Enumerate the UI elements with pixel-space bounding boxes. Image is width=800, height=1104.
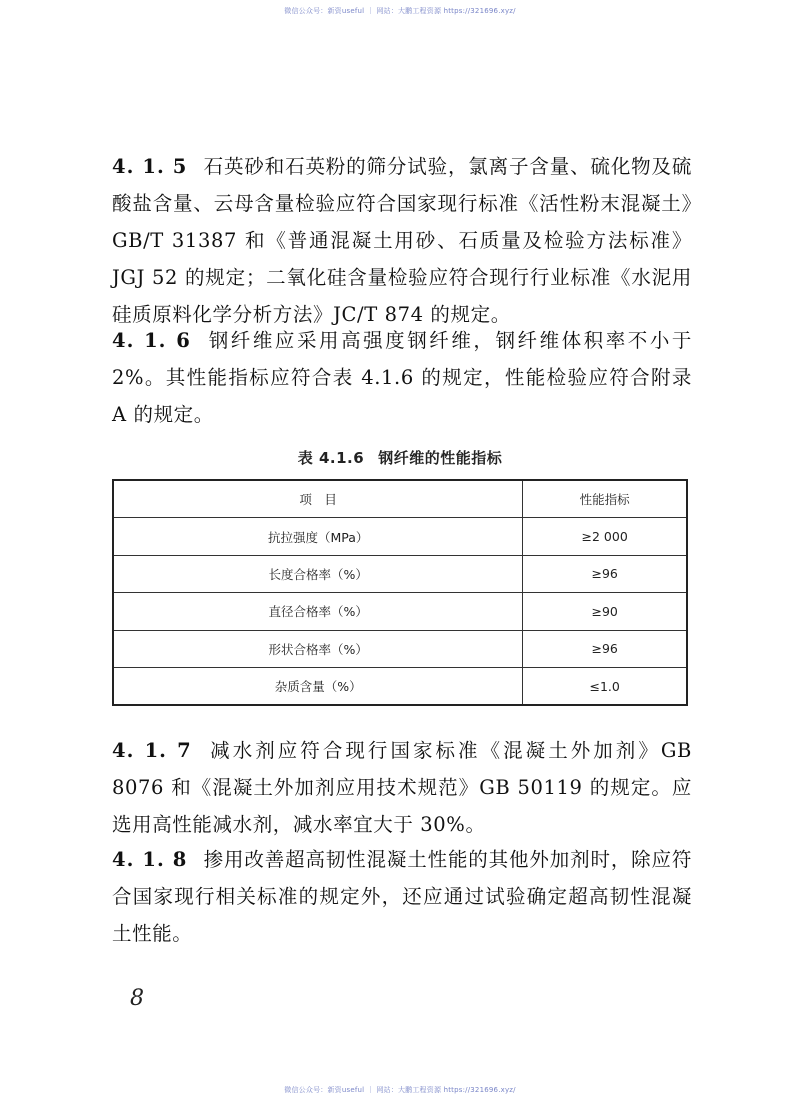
- row-value: ≥96: [523, 555, 687, 592]
- clause-number: 4. 1. 6: [112, 329, 191, 352]
- clause-text: 掺用改善超高韧性混凝土性能的其他外加剂时，除应符合国家现行相关标准的规定外，还应通过试验确定超高韧性混凝土性能。: [112, 848, 692, 945]
- steel-fiber-performance-table: [112, 479, 688, 706]
- clause-number: 4. 1. 7: [112, 739, 192, 762]
- clause-text: 石英砂和石英粉的筛分试验，氯离子含量、硫化物及硫酸盐含量、云母含量检验应符合国家现行标准《活性粉末混凝土》GB/T 31387 和《普通混凝土用砂、石质量及检验方法标准》JGJ 52 的规定；二氧化硅含量检验应符合现行行业标准《水泥用硅质原料化学分析方法》JC/T 874 的规定。: [112, 155, 692, 326]
- row-value: ≥96: [523, 630, 687, 667]
- header-item: 项 目: [113, 480, 523, 518]
- clause-text: 减水剂应符合现行国家标准《混凝土外加剂》GB 8076 和《混凝土外加剂应用技术规范》GB 50119 的规定。应选用高性能减水剂，减水率宜大于 30%。: [112, 739, 692, 836]
- table-row: [113, 555, 687, 592]
- table-row: [113, 518, 687, 555]
- table-header-row: [113, 480, 687, 518]
- table-row: [113, 630, 687, 667]
- header-value: 性能指标: [523, 480, 687, 518]
- clause-4-1-8: [112, 841, 692, 952]
- row-item: 直径合格率（%）: [113, 593, 523, 630]
- table-row: [113, 593, 687, 630]
- row-item: 抗拉强度（MPa）: [113, 518, 523, 555]
- table-row: [113, 667, 687, 705]
- table-caption: [0, 447, 800, 468]
- clause-text: 钢纤维应采用高强度钢纤维，钢纤维体积率不小于 2%。其性能指标应符合表 4.1.6 的规定，性能检验应符合附录 A 的规定。: [112, 329, 692, 426]
- row-item: 形状合格率（%）: [113, 630, 523, 667]
- row-value: ≥90: [523, 593, 687, 630]
- watermark-bottom: 微信公众号：新资useful ｜ 网站：大鹏工程资源 https://321696.xyz/: [284, 1086, 516, 1094]
- clause-number: 4. 1. 5: [112, 155, 188, 178]
- page-number: 8: [130, 986, 144, 1011]
- table-title: 钢纤维的性能指标: [378, 449, 503, 467]
- clause-number: 4. 1. 8: [112, 848, 188, 871]
- clause-4-1-7: [112, 732, 692, 843]
- row-item: 杂质含量（%）: [113, 667, 523, 705]
- clause-4-1-5: [112, 148, 692, 333]
- watermark-top: 微信公众号：新资useful ｜ 网站：大鹏工程资源 https://321696.xyz/: [284, 7, 516, 15]
- row-item: 长度合格率（%）: [113, 555, 523, 592]
- row-value: ≥2 000: [523, 518, 687, 555]
- row-value: ≤1.0: [523, 667, 687, 705]
- clause-4-1-6: [112, 322, 692, 433]
- table-number: 表 4.1.6: [297, 449, 365, 467]
